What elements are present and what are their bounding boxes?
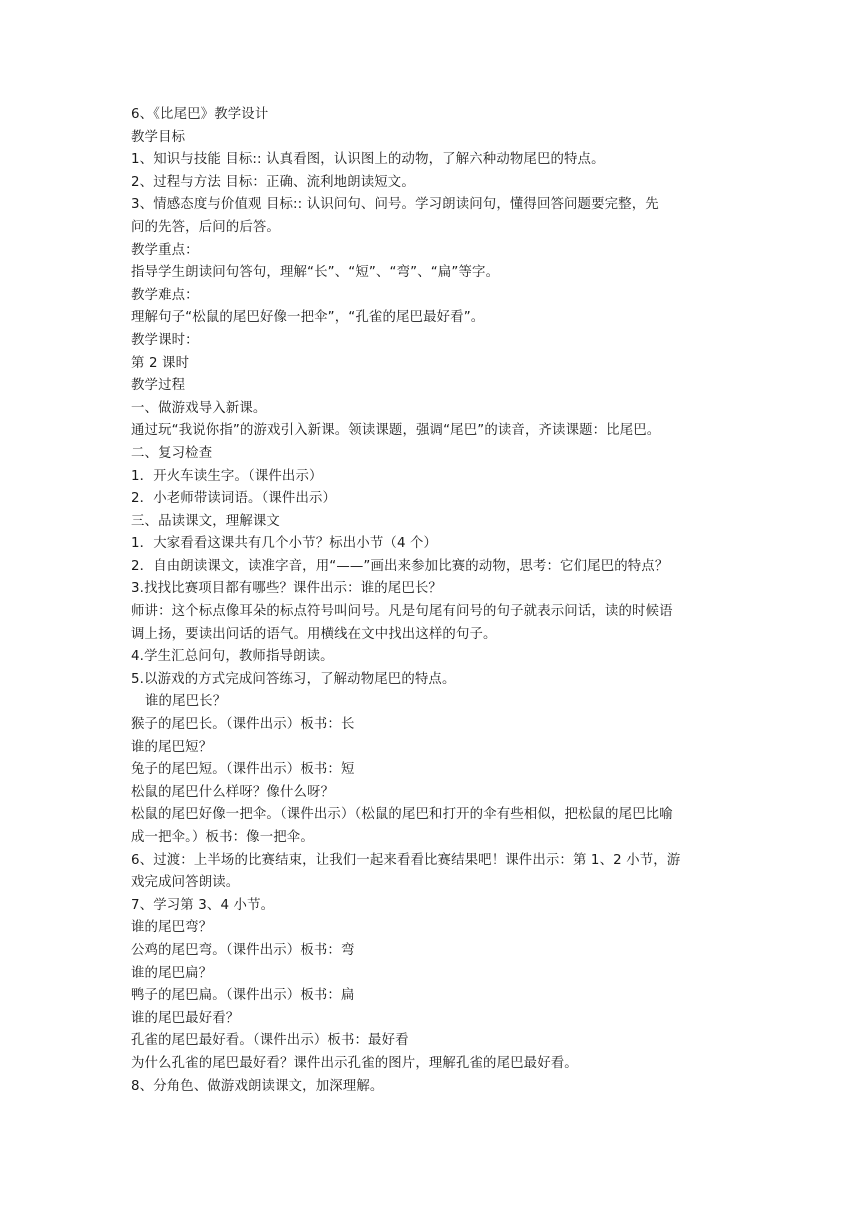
process-step: 二、复习检查 (131, 445, 213, 461)
section-heading-difficulties: 教学难点： (131, 287, 199, 303)
paragraph: 第 2 课时 (131, 355, 190, 371)
section-heading-class-hours: 教学课时： (131, 332, 199, 348)
answer-line: 鸭子的尾巴扁。（课件出示）板书：扁 (131, 988, 355, 1004)
paragraph: 师讲：这个标点像耳朵的标点符号叫问号。凡是句尾有问号的句子就表示问话，读的时候语 (131, 604, 673, 620)
list-item: 7、学习第 3、4 小节。 (131, 897, 275, 913)
answer-line: 猴子的尾巴长。（课件出示）板书：长 (131, 717, 355, 733)
paragraph-continued: 调上扬，要读出问话的语气。用横线在文中找出这样的句子。 (131, 626, 497, 642)
objective-item: 1、知识与技能 目标:: 认真看图，认识图上的动物，了解六种动物尾巴的特点。 (131, 152, 605, 168)
list-item: 1．大家看看这课共有几个小节？标出小节（4 个） (131, 536, 438, 552)
question-line: 谁的尾巴扁？ (131, 965, 213, 981)
question-line: 谁的尾巴弯？ (131, 920, 213, 936)
list-item: 4.学生汇总问句，教师指导朗读。 (131, 649, 334, 665)
list-item-continued: 戏完成问答朗读。 (131, 875, 240, 891)
answer-line: 孔雀的尾巴最好看。（课件出示）板书：最好看 (131, 1033, 409, 1049)
section-heading-process: 教学过程 (131, 378, 186, 394)
list-item: 3.找找比赛项目都有哪些？课件出示：谁的尾巴长？ (131, 581, 442, 597)
paragraph: 指导学生朗读问句答句，理解“长”、“短”、“弯”、“扁”等字。 (131, 265, 500, 281)
section-heading-objectives: 教学目标 (131, 129, 186, 145)
question-line: 谁的尾巴最好看？ (131, 1010, 240, 1026)
question-line: 谁的尾巴短？ (131, 739, 213, 755)
doc-title: 6、《比尾巴》教学设计 (131, 107, 269, 122)
question-line: 谁的尾巴长？ (145, 694, 227, 710)
objective-item-continued: 问的先答，后问的后答。 (131, 219, 280, 235)
answer-line: 公鸡的尾巴弯。（课件出示）板书：弯 (131, 942, 355, 958)
process-step: 三、品读课文，理解课文 (131, 513, 280, 529)
list-item: 2．自由朗读课文，读准字音，用“——”画出来参加比赛的动物，思考：它们尾巴的特点？ (131, 558, 669, 574)
answer-line: 兔子的尾巴短。（课件出示）板书：短 (131, 762, 355, 778)
list-item: 1．开火车读生字。（课件出示） (131, 468, 323, 484)
document-page (131, 104, 741, 1098)
process-step: 一、做游戏导入新课。 (131, 400, 267, 416)
list-item: 5.以游戏的方式完成问答练习，了解动物尾巴的特点。 (131, 671, 456, 687)
answer-line-continued: 成一把伞。）板书：像一把伞。 (131, 830, 314, 845)
section-heading-key-points: 教学重点： (131, 242, 199, 258)
objective-item: 3、情感态度与价值观 目标:: 认识问句、问号。学习朗读问句，懂得回答问题要完整，先 (131, 197, 659, 213)
question-line: 松鼠的尾巴什么样呀？像什么呀？ (131, 784, 335, 800)
paragraph: 通过玩“我说你指”的游戏引入新课。领读课题，强调“尾巴”的读音，齐读课题：比尾巴。 (131, 423, 661, 439)
objective-item: 2、过程与方法 目标：正确、流利地朗读短文。 (131, 174, 415, 190)
list-item: 8、分角色、做游戏朗读课文，加深理解。 (131, 1078, 384, 1094)
paragraph: 理解句子“松鼠的尾巴好像一把伞”，“孔雀的尾巴最好看”。 (131, 310, 485, 326)
list-item: 2．小老师带读词语。（课件出示） (131, 491, 337, 507)
answer-line: 松鼠的尾巴好像一把伞。（课件出示）（松鼠的尾巴和打开的伞有些相似，把松鼠的尾巴比喻 (131, 807, 673, 823)
paragraph: 为什么孔雀的尾巴最好看？课件出示孔雀的图片，理解孔雀的尾巴最好看。 (131, 1055, 578, 1071)
list-item: 6、过渡：上半场的比赛结束，让我们一起来看看比赛结果吧！课件出示：第 1、2 小节，游 (131, 852, 681, 868)
